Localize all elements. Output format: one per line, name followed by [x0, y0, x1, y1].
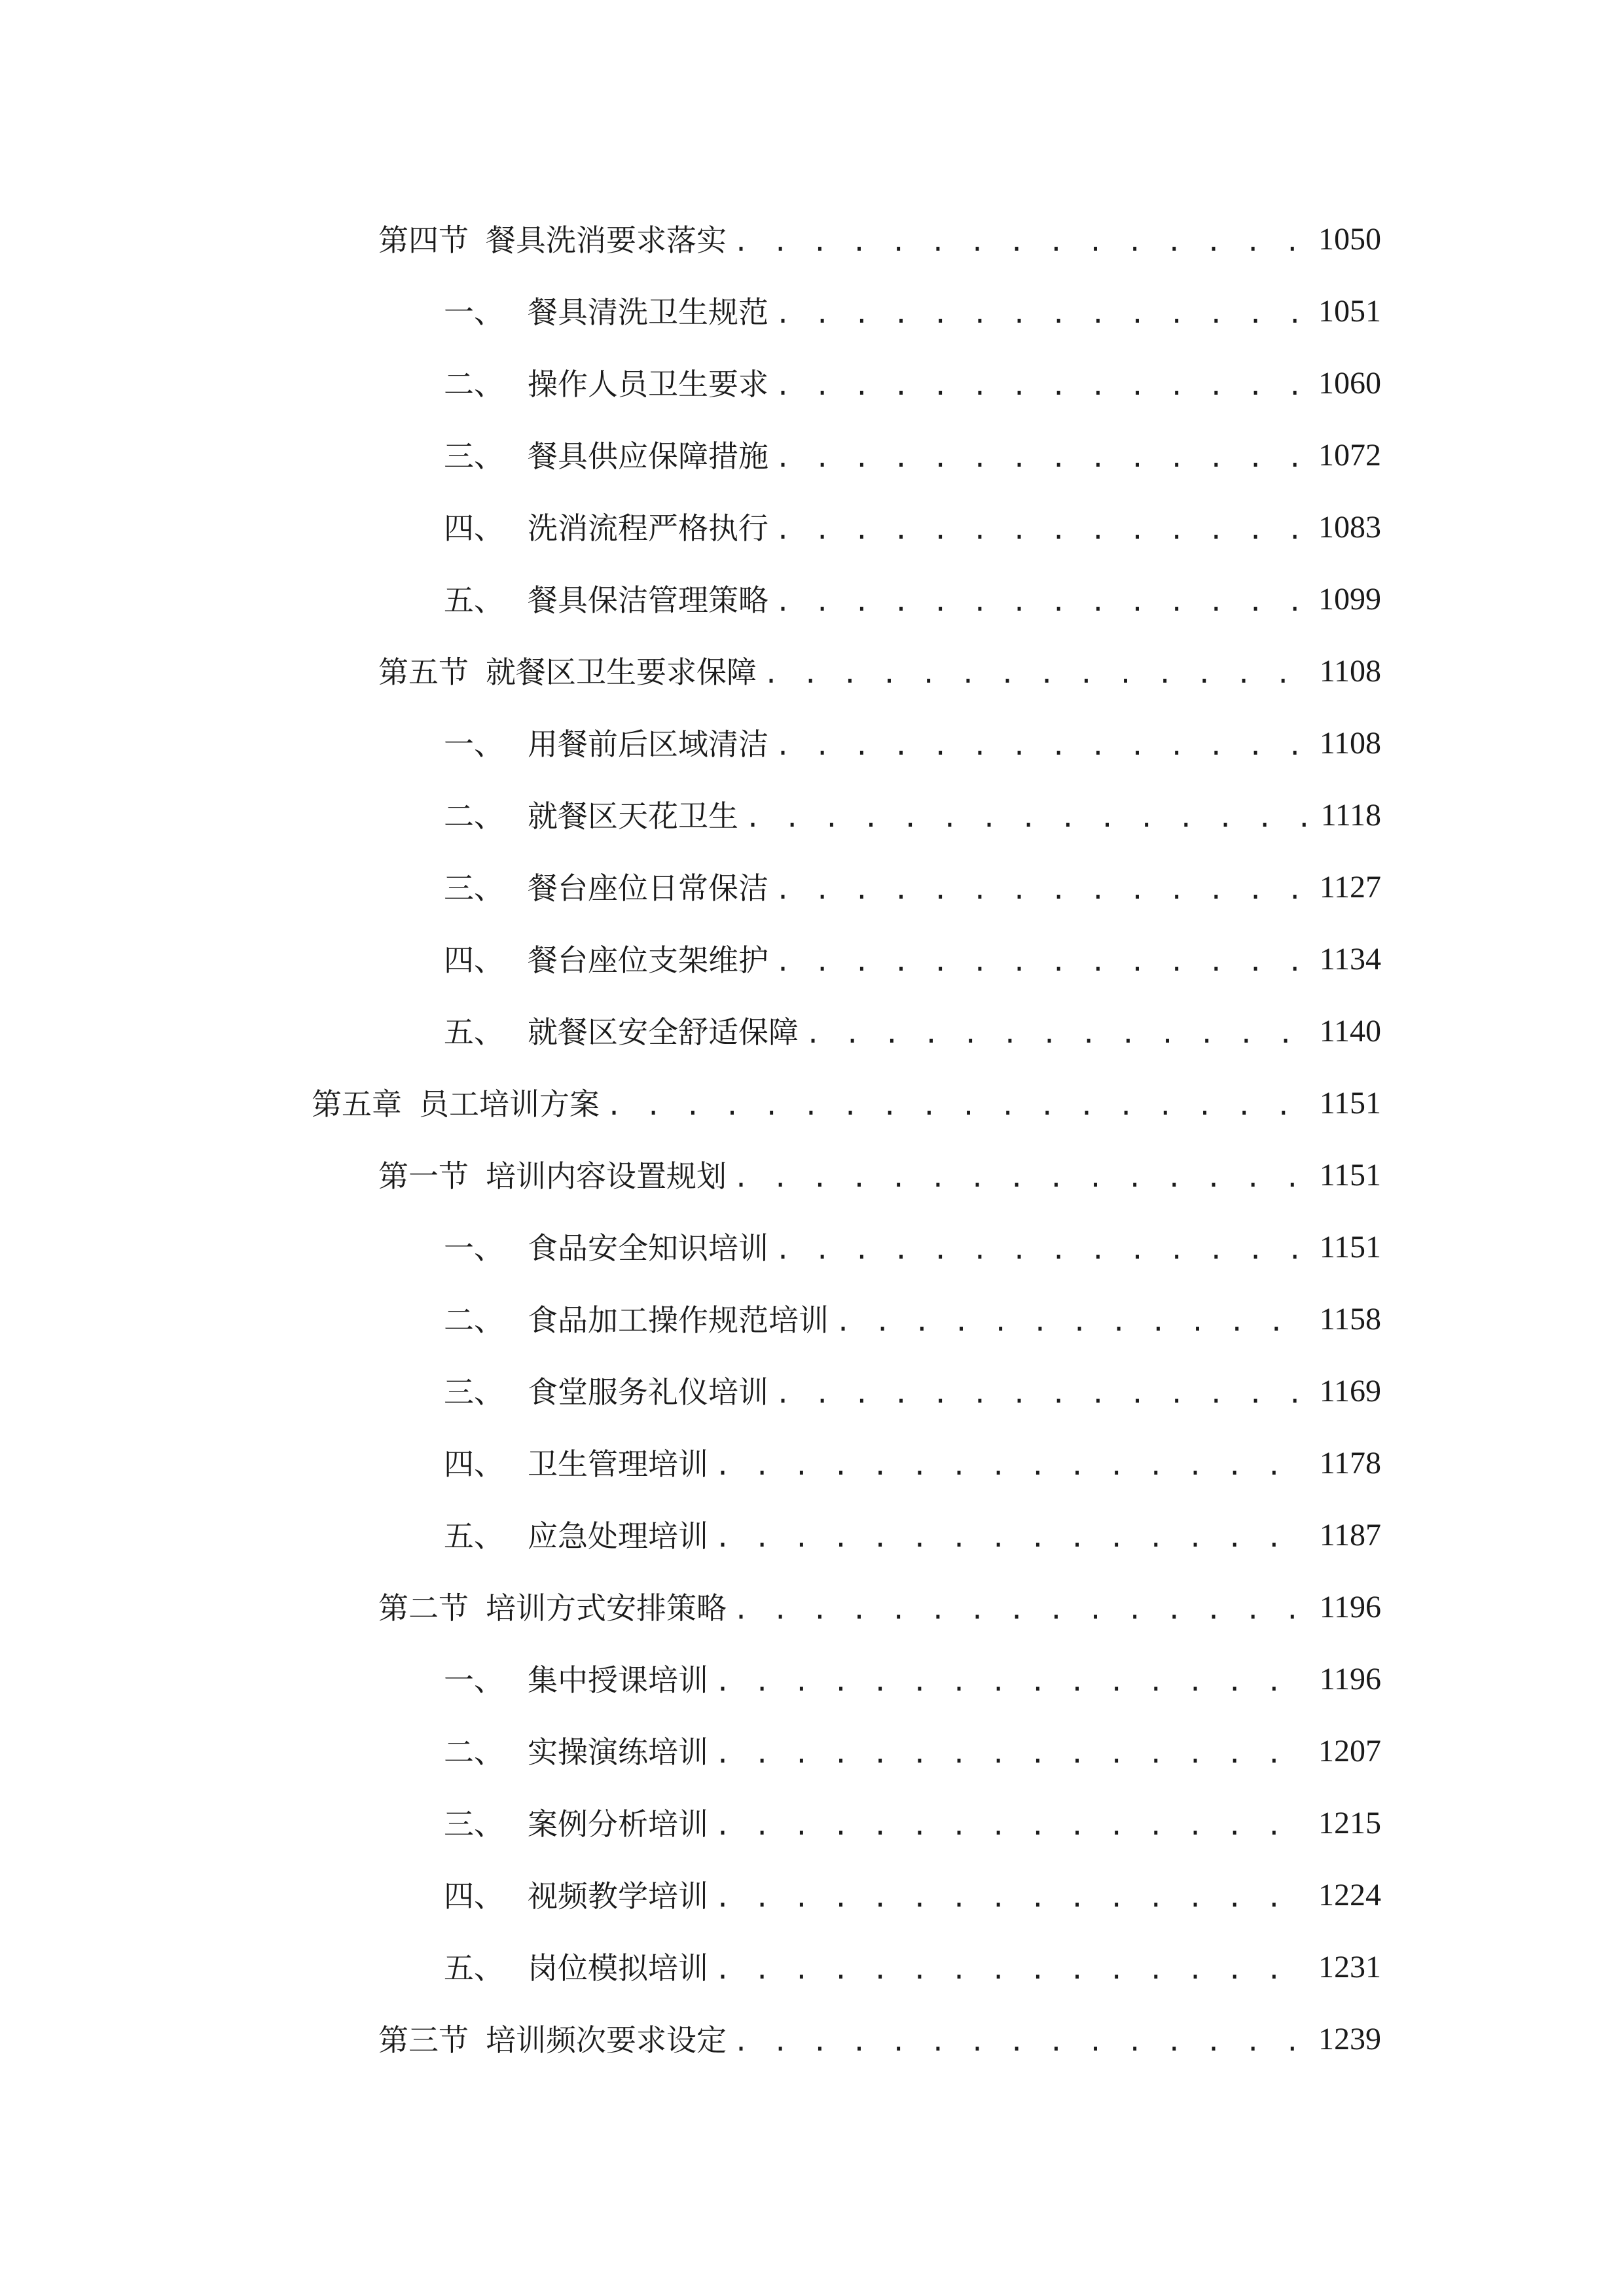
toc-entry-number: 五、 — [444, 1014, 504, 1050]
toc-entry-number: 一、 — [444, 1662, 504, 1698]
toc-entry-item[interactable] — [444, 1787, 1381, 1842]
toc-entry-title: 食品加工操作规范培训 — [528, 1302, 829, 1338]
toc-dot-leader — [775, 589, 1304, 615]
toc-entry-number: 第二节 — [378, 1590, 469, 1626]
toc-entry-number: 三、 — [444, 1806, 504, 1842]
toc-entry-section[interactable] — [378, 1139, 1381, 1194]
toc-entry-number: 四、 — [444, 1446, 504, 1482]
toc-entry-page: 1224 — [1318, 1878, 1381, 1912]
toc-entry-number: 二、 — [444, 367, 504, 402]
toc-entry-title: 应急处理培训 — [528, 1518, 708, 1554]
toc-entry-item[interactable] — [444, 275, 1381, 330]
toc-entry-number: 四、 — [444, 942, 504, 978]
toc-entry-page: 1072 — [1318, 438, 1381, 473]
toc-entry-page: 1127 — [1319, 870, 1381, 905]
toc-dot-leader — [775, 877, 1305, 903]
toc-entry-title: 餐具保洁管理策略 — [528, 583, 768, 618]
toc-dot-leader — [775, 733, 1305, 759]
toc-entry-page: 1050 — [1318, 222, 1381, 257]
toc-entry-section[interactable] — [378, 1571, 1381, 1626]
toc-entry-item[interactable] — [444, 995, 1381, 1050]
toc-entry-number: 四、 — [444, 511, 504, 546]
toc-entry-number: 三、 — [444, 870, 504, 906]
toc-entry-item[interactable] — [444, 779, 1381, 834]
toc-entry-item[interactable] — [444, 1211, 1381, 1266]
toc-entry-title: 培训内容设置规划 — [486, 1158, 727, 1194]
toc-entry-page: 1118 — [1320, 798, 1381, 833]
toc-entry-page: 1207 — [1318, 1734, 1381, 1768]
toc-entry-item[interactable] — [444, 1499, 1381, 1554]
toc-entry-page: 1151 — [1319, 1086, 1381, 1121]
toc-entry-page: 1196 — [1319, 1662, 1381, 1696]
toc-entry-title: 培训方式安排策略 — [486, 1590, 727, 1626]
toc-entry-item[interactable] — [444, 707, 1381, 762]
toc-entry-number: 第四节 — [378, 223, 469, 258]
toc-entry-number: 一、 — [444, 726, 504, 762]
toc-entry-chapter[interactable] — [312, 1067, 1381, 1122]
toc-entry-page: 1196 — [1319, 1590, 1381, 1624]
toc-entry-title: 操作人员卫生要求 — [528, 367, 768, 402]
toc-entry-item[interactable] — [444, 923, 1381, 978]
toc-dot-leader — [835, 1309, 1305, 1335]
toc-entry-title: 集中授课培训 — [528, 1662, 708, 1698]
toc-dot-leader — [775, 373, 1304, 399]
toc-entry-item[interactable] — [444, 1355, 1381, 1410]
toc-entry-item[interactable] — [444, 1643, 1381, 1698]
toc-dot-leader — [715, 1957, 1304, 1983]
toc-entry-title: 餐具洗消要求落实 — [486, 223, 727, 258]
toc-entry-page: 1140 — [1319, 1014, 1381, 1049]
toc-entry-title: 卫生管理培训 — [528, 1446, 708, 1482]
toc-dot-leader — [775, 445, 1304, 471]
toc-dot-leader — [745, 805, 1307, 831]
toc-entry-title: 岗位模拟培训 — [528, 1950, 708, 1986]
toc-entry-page: 1099 — [1318, 582, 1381, 617]
toc-entry-number: 四、 — [444, 1878, 504, 1914]
toc-entry-title: 员工培训方案 — [419, 1086, 600, 1122]
toc-entry-title: 洗消流程严格执行 — [528, 511, 768, 546]
toc-entry-page: 1239 — [1318, 2022, 1381, 2056]
toc-dot-leader — [715, 1525, 1305, 1551]
toc-dot-leader — [775, 949, 1305, 975]
toc-entry-page: 1051 — [1318, 294, 1381, 329]
toc-dot-leader — [775, 517, 1304, 543]
toc-entry-page: 1151 — [1319, 1158, 1381, 1193]
toc-dot-leader — [715, 1813, 1304, 1839]
toc-entry-number: 五、 — [444, 1518, 504, 1554]
toc-entry-title: 餐具清洗卫生规范 — [528, 295, 768, 330]
toc-dot-leader — [763, 661, 1305, 687]
toc-dot-leader — [733, 2029, 1304, 2055]
toc-entry-title: 就餐区天花卫生 — [528, 798, 738, 834]
toc-entry-number: 一、 — [444, 295, 504, 330]
toc-entry-page: 1158 — [1319, 1302, 1381, 1336]
toc-dot-leader — [805, 1021, 1305, 1047]
toc-entry-page: 1134 — [1319, 942, 1381, 977]
toc-entry-number: 五、 — [444, 1950, 504, 1986]
toc-entry-section[interactable] — [378, 635, 1381, 690]
toc-entry-page: 1060 — [1318, 366, 1381, 401]
toc-entry-item[interactable] — [444, 1859, 1381, 1914]
toc-entry-page: 1187 — [1319, 1518, 1381, 1552]
toc-entry-section[interactable] — [378, 203, 1381, 258]
toc-entry-number: 二、 — [444, 1734, 504, 1770]
toc-entry-number: 第一节 — [378, 1158, 469, 1194]
toc-entry-title: 食堂服务礼仪培训 — [528, 1374, 768, 1410]
toc-dot-leader — [775, 301, 1304, 327]
toc-entry-page: 1108 — [1319, 726, 1381, 761]
toc-entry-item[interactable] — [444, 1715, 1381, 1770]
toc-entry-title: 就餐区卫生要求保障 — [486, 655, 757, 690]
toc-entry-item[interactable] — [444, 563, 1381, 618]
toc-entry-number: 三、 — [444, 1374, 504, 1410]
toc-entry-item[interactable] — [444, 1931, 1381, 1986]
toc-entry-section[interactable] — [378, 2003, 1381, 2058]
toc-entry-title: 餐具供应保障措施 — [528, 439, 768, 474]
toc-entry-number: 第五章 — [312, 1086, 402, 1122]
toc-dot-leader — [715, 1885, 1304, 1911]
toc-entry-page: 1083 — [1318, 510, 1381, 545]
toc-dot-leader — [733, 1597, 1305, 1623]
toc-dot-leader — [606, 1093, 1305, 1119]
toc-entry-number: 二、 — [444, 798, 504, 834]
toc-entry-title: 餐台座位支架维护 — [528, 942, 768, 978]
toc-entry-title: 餐台座位日常保洁 — [528, 870, 768, 906]
toc-dot-leader — [715, 1453, 1305, 1479]
toc-entry-number: 第五节 — [378, 655, 469, 690]
toc-entry-number: 三、 — [444, 439, 504, 474]
toc-entry-title: 培训频次要求设定 — [486, 2022, 727, 2058]
toc-entry-number: 第三节 — [378, 2022, 469, 2058]
toc-entry-item[interactable] — [444, 1283, 1381, 1338]
toc-dot-leader — [733, 1165, 1305, 1191]
toc-dot-leader — [775, 1237, 1305, 1263]
toc-entry-title: 食品安全知识培训 — [528, 1230, 768, 1266]
toc-dot-leader — [715, 1669, 1305, 1695]
toc-entry-item[interactable] — [444, 1427, 1381, 1482]
toc-entry-page: 1215 — [1318, 1806, 1381, 1840]
toc-entry-item[interactable] — [444, 491, 1381, 546]
toc-dot-leader — [733, 229, 1304, 255]
toc-entry-item[interactable] — [444, 851, 1381, 906]
toc-entry-number: 二、 — [444, 1302, 504, 1338]
toc-entry-page: 1169 — [1319, 1374, 1381, 1408]
toc-entry-number: 一、 — [444, 1230, 504, 1266]
toc-entry-item[interactable] — [444, 347, 1381, 402]
toc-entry-title: 就餐区安全舒适保障 — [528, 1014, 799, 1050]
toc-entry-page: 1178 — [1319, 1446, 1381, 1480]
toc-entry-title: 实操演练培训 — [528, 1734, 708, 1770]
toc-entry-title: 用餐前后区域清洁 — [528, 726, 768, 762]
toc-entry-item[interactable] — [444, 419, 1381, 474]
toc-entry-page: 1151 — [1319, 1230, 1381, 1265]
toc-entry-page: 1231 — [1318, 1950, 1381, 1984]
toc-entry-number: 五、 — [444, 583, 504, 618]
toc-dot-leader — [715, 1741, 1304, 1767]
toc-entry-page: 1108 — [1319, 654, 1381, 689]
toc-entry-title: 视频教学培训 — [528, 1878, 708, 1914]
toc-entry-title: 案例分析培训 — [528, 1806, 708, 1842]
toc-dot-leader — [775, 1381, 1305, 1407]
